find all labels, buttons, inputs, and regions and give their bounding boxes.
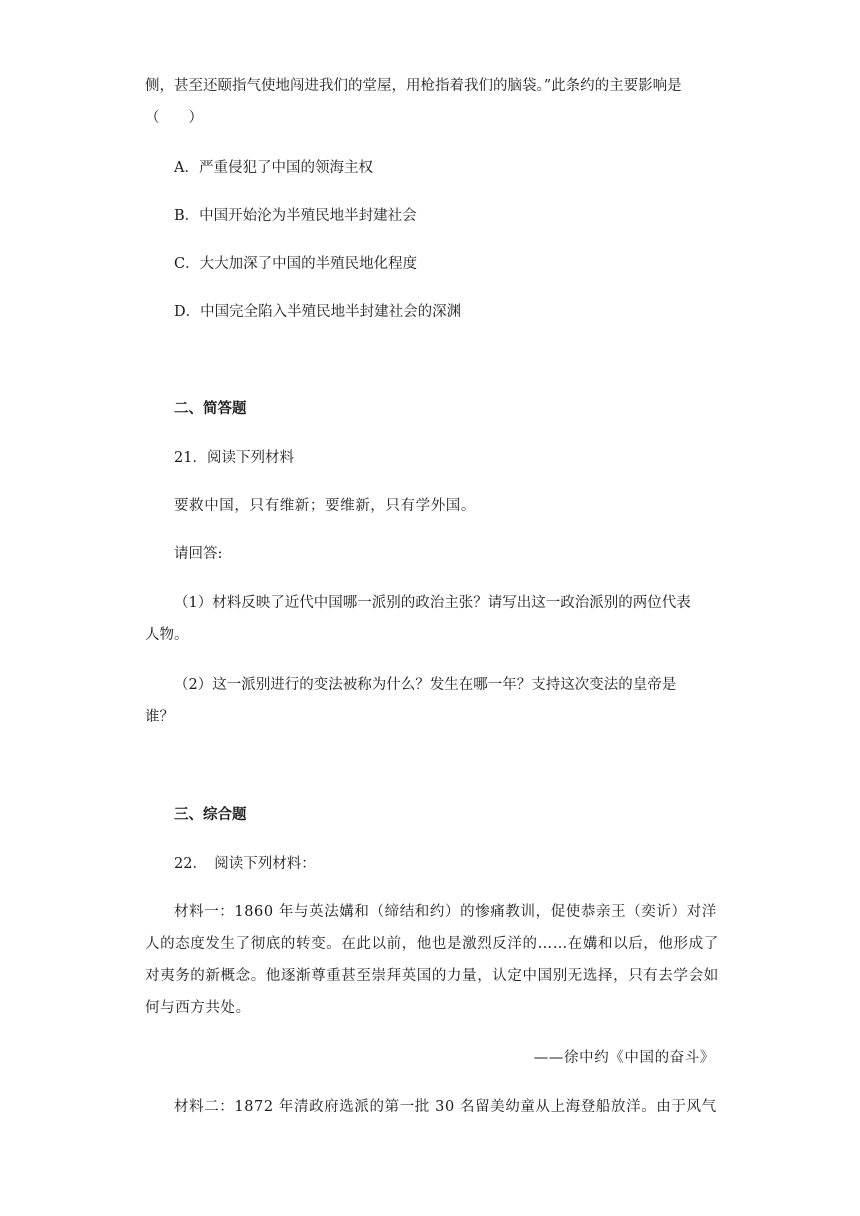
q20-stem-line1: 侧，甚至还颐指气使地闯进我们的堂屋，用枪指着我们的脑袋。”此条约的主要影响是	[145, 78, 682, 94]
section3-heading: 三、综合题	[174, 807, 247, 823]
q21-sub1-line1: （1）材料反映了近代中国哪一派别的政治主张？请写出这一政治派别的两位代表	[174, 595, 691, 611]
q21-sub1-line2: 人物。	[145, 627, 189, 643]
q22-material1-line1: 材料一：1860 年与英法媾和（缔结和约）的惨痛教训，促使恭亲王（奕䜣）对洋	[174, 904, 717, 920]
section2-heading: 二、简答题	[174, 401, 247, 417]
q21-intro: 21．阅读下列材料	[174, 450, 294, 466]
q22-material1-line3: 对夷务的新概念。他逐渐尊重甚至崇拜英国的力量，认定中国别无选择，只有去学会如	[145, 968, 719, 984]
q22-source1: ——徐中约《中国的奋斗》	[533, 1050, 715, 1066]
q22-material1-line4: 何与西方共处。	[145, 1000, 251, 1016]
q21-prompt: 请回答:	[174, 546, 223, 562]
q22-intro: 22． 阅读下列材料：	[174, 856, 316, 872]
q21-sub2-line1: （2）这一派别进行的变法被称为什么？发生在哪一年？支持这次变法的皇帝是	[174, 677, 677, 693]
q20-option-a: A．严重侵犯了中国的领海主权	[174, 160, 373, 176]
q20-option-d: D．中国完全陷入半殖民地半封建社会的深渊	[174, 304, 462, 320]
q20-stem-line2: （ ）	[145, 110, 203, 126]
q22-material1-line2: 人的态度发生了彻底的转变。在此以前，他也是激烈反洋的……在媾和以后，他形成了	[145, 936, 719, 952]
q21-sub2-line2: 谁？	[145, 709, 174, 725]
q21-material: 要救中国，只有维新；要维新，只有学外国。	[174, 498, 476, 514]
q20-option-c: C．大大加深了中国的半殖民地化程度	[174, 256, 418, 272]
q20-option-b: B．中国开始沦为半殖民地半封建社会	[174, 208, 417, 224]
q22-material2-line1: 材料二：1872 年清政府选派的第一批 30 名留美幼童从上海登船放洋。由于风气	[174, 1099, 717, 1115]
